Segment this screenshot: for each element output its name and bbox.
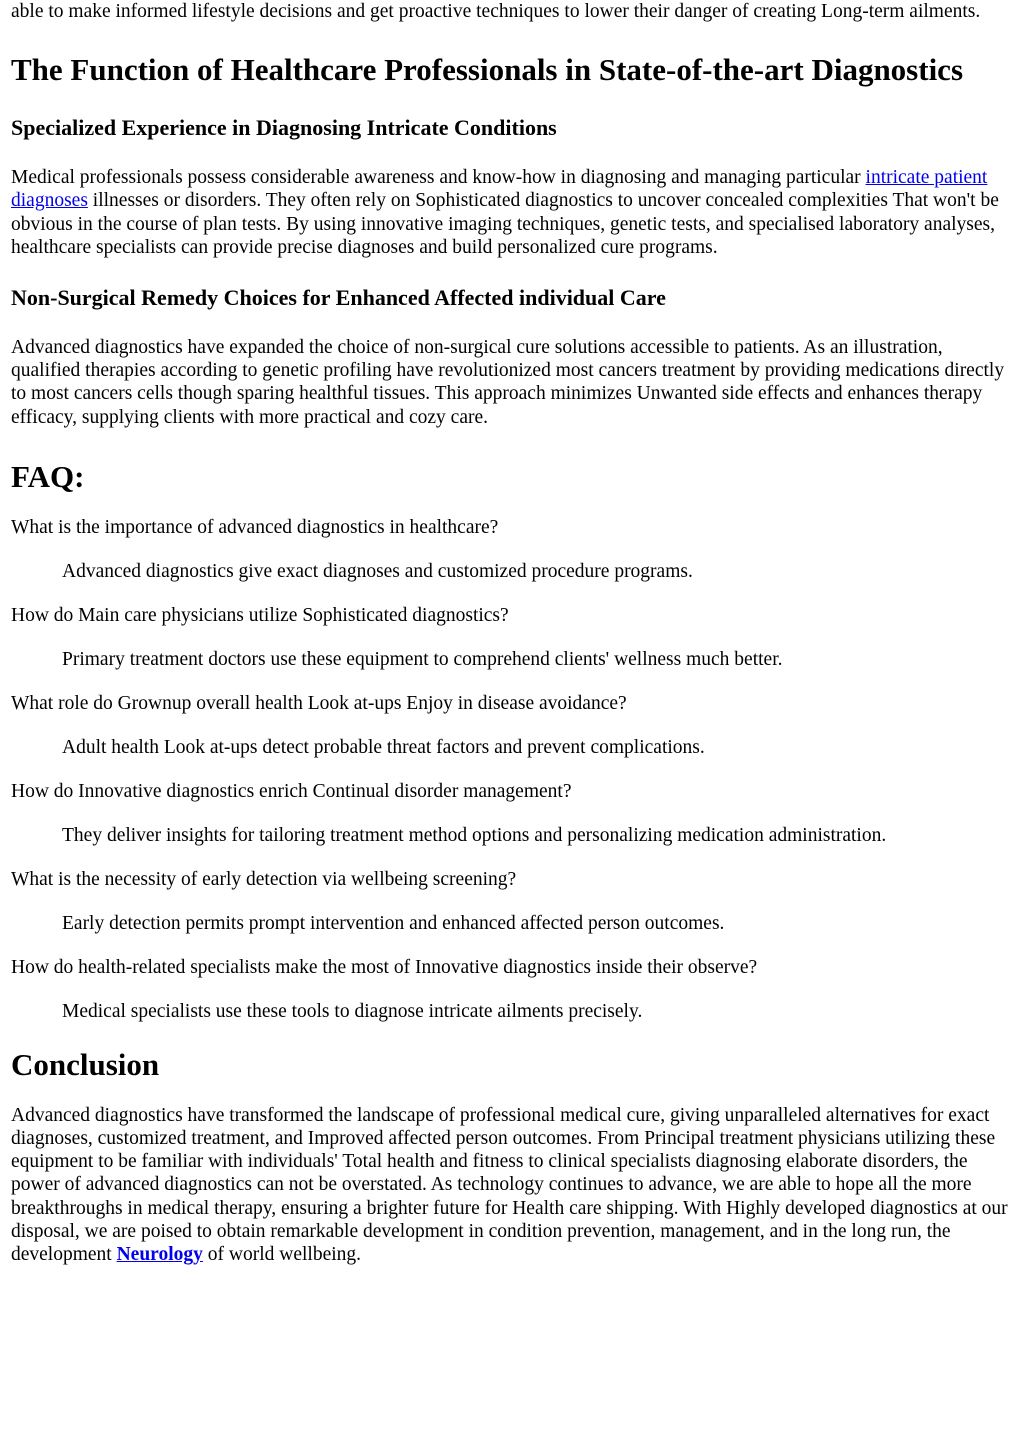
faq-answer: They deliver insights for tailoring treatment method options and personalizing medication administration. — [62, 824, 887, 846]
faq-question: What is the importance of advanced diagnostics in healthcare? — [11, 516, 499, 538]
faq-item — [11, 692, 1013, 759]
intro-paragraph: able to make informed lifestyle decisions and get proactive techniques to lower their danger of creating Long-term ailments. — [11, 1, 981, 22]
subheading-specialized-experience: Specialized Experience in Diagnosing Intricate Conditions — [11, 115, 557, 141]
paragraph-text-before-link: Medical professionals possess considerable awareness and know-how in diagnosing and managing particular — [11, 167, 866, 189]
intricate-diagnoses-link[interactable]: intricate patient diagnoses — [11, 167, 988, 212]
faq-question: How do health-related specialists make the most of Innovative diagnostics inside their observe? — [11, 956, 758, 978]
faq-answer: Medical specialists use these tools to diagnose intricate ailments precisely. — [62, 1000, 643, 1022]
faq-item — [11, 604, 1013, 671]
conclusion-text-after-link: of world wellbeing. — [202, 1244, 362, 1266]
faq-item — [11, 868, 1013, 935]
specialized-experience-paragraph — [11, 166, 1013, 259]
faq-question: What role do Grownup overall health Look at-ups Enjoy in disease avoidance? — [11, 692, 627, 714]
subheading-non-surgical: Non-Surgical Remedy Choices for Enhanced Affected individual Care — [11, 285, 666, 311]
conclusion-text-before-link: Advanced diagnostics have transformed the landscape of professional medical cure, giving unparalleled alternatives for exact diagnoses, customized treatment, and Improved affected person outcomes. From Principal treatment physicians utilizing these equipment to be familiar with individuals' Total health and fitness to clinical specialists diagnosing elaborate disorders, the power of advanced diagnostics can not be overstated. As technology continues to advance, we are able to hope all the more breakthroughs in medical therapy, ensuring a brighter future for Health care shipping. With Highly developed diagnostics at our disposal, we are poised to obtain remarkable development in condition prevention, management, and in the long run, the development — [11, 1104, 1008, 1266]
neurology-link[interactable]: Neurology — [116, 1244, 203, 1266]
faq-list — [11, 516, 1013, 1023]
faq-item — [11, 516, 1013, 583]
non-surgical-paragraph: Advanced diagnostics have expanded the choice of non-surgical cure solutions accessible to patients. As an illustration, qualified therapies according to genetic profiling have revolutionized most cancers treatment by providing medications directly to most cancers cells though sparing healthful tissues. This approach minimizes Unwanted side effects and enhances therapy efficacy, supplying clients with more practical and cozy care. — [11, 337, 1005, 428]
faq-answer: Adult health Look at-ups detect probable threat factors and prevent complications. — [62, 736, 705, 758]
faq-question: How do Main care physicians utilize Sophisticated diagnostics? — [11, 604, 509, 626]
faq-answer: Early detection permits prompt intervention and enhanced affected person outcomes. — [62, 912, 725, 934]
faq-heading: FAQ: — [11, 458, 85, 494]
faq-answer: Primary treatment doctors use these equipment to comprehend clients' wellness much better. — [62, 648, 783, 670]
faq-item — [11, 956, 1013, 1023]
paragraph-text-after-link: illnesses or disorders. They often rely on Sophisticated diagnostics to uncover concealed complexities That won't be obvious in the course of plan tests. By using innovative imaging techniques, genetic tests, and specialised laboratory analyses, healthcare specialists can provide precise diagnoses and build personalized cure programs. — [11, 190, 999, 258]
faq-question: How do Innovative diagnostics enrich Continual disorder management? — [11, 780, 572, 802]
section-heading-role: The Function of Healthcare Professionals in State-of-the-art Diagnostics — [11, 52, 964, 88]
faq-item — [11, 780, 1013, 847]
conclusion-heading: Conclusion — [11, 1046, 160, 1082]
faq-answer: Advanced diagnostics give exact diagnoses and customized procedure programs. — [62, 560, 693, 582]
conclusion-paragraph — [11, 1104, 1013, 1266]
faq-question: What is the necessity of early detection via wellbeing screening? — [11, 868, 517, 890]
